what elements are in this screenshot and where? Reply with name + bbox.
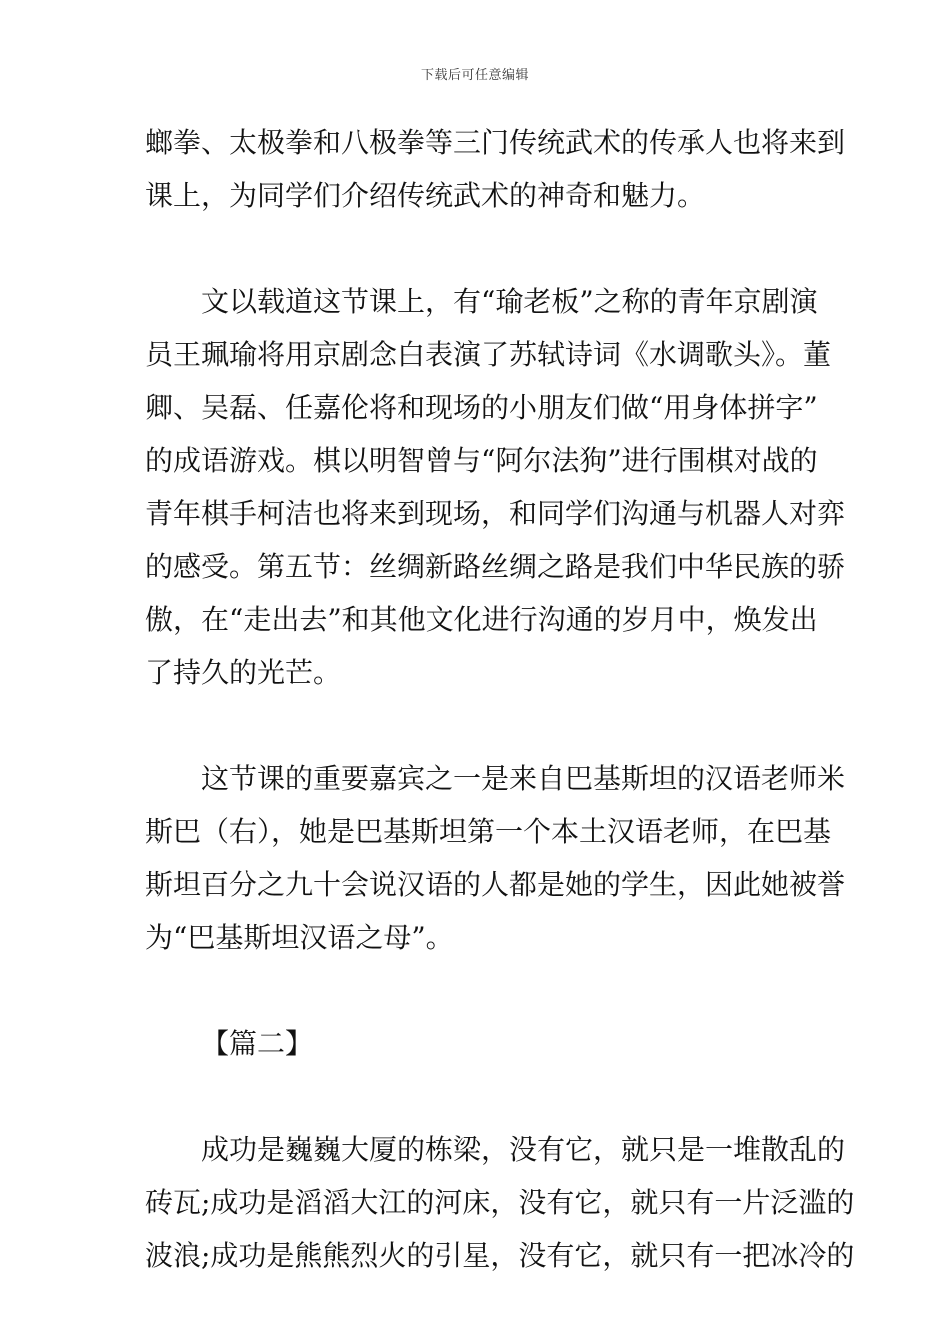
text-line: 文以载道这节课上，有“瑜老板”之称的青年京剧演: [201, 285, 818, 318]
text-line: 员王珮瑜将用京剧念白表演了苏轼诗词《水调歌头》。董: [145, 338, 832, 371]
text-line: 斯巴（右），她是巴基斯坦第一个本土汉语老师，在巴基: [145, 815, 832, 848]
text-line: 为“巴基斯坦汉语之母”。: [145, 921, 454, 954]
text-line: 卿、吴磊、任嘉伦将和现场的小朋友们做“用身体拼字”: [145, 391, 818, 424]
text-line: 斯坦百分之九十会说汉语的人都是她的学生，因此她被誉: [145, 868, 846, 901]
text-line: 傲，在“走出去”和其他文化进行沟通的岁月中，焕发出: [145, 603, 818, 636]
text-line: 课上，为同学们介绍传统武术的神奇和魅力。: [145, 179, 706, 212]
page-header: 下载后可任意编辑: [420, 68, 529, 83]
text-line: 波浪;成功是熊熊烈火的引星，没有它，就只有一把冰冷的: [145, 1239, 855, 1272]
text-line: 青年棋手柯洁也将来到现场，和同学们沟通与机器人对弈: [145, 497, 846, 530]
paragraph-gap: [145, 234, 805, 287]
paragraph: [145, 285, 846, 689]
paragraph: [145, 762, 846, 954]
text-line: 了持久的光芒。: [145, 656, 342, 689]
paragraph: [145, 126, 846, 212]
text-line: 砖瓦;成功是滔滔大江的河床，没有它，就只有一片泛滥的: [145, 1186, 855, 1219]
text-line: 的成语游戏。棋以明智曾与“阿尔法狗”进行围棋对战的: [145, 444, 818, 477]
paragraph-gap: [145, 711, 805, 764]
text-line: 螂拳、太极拳和八极拳等三门传统武术的传承人也将来到: [145, 126, 846, 159]
text-line: 的感受。第五节：丝绸新路丝绸之路是我们中华民族的骄: [145, 550, 846, 583]
paragraph-gap: [145, 1082, 805, 1135]
text-line: 这节课的重要嘉宾之一是来自巴基斯坦的汉语老师米: [201, 762, 846, 795]
document-body: [145, 126, 855, 1294]
paragraph-gap: [145, 976, 805, 1029]
section-heading: 【篇二】: [201, 1027, 314, 1060]
text-line: 成功是巍巍大厦的栋梁，没有它，就只是一堆散乱的: [201, 1133, 846, 1166]
paragraph: [145, 1133, 855, 1272]
